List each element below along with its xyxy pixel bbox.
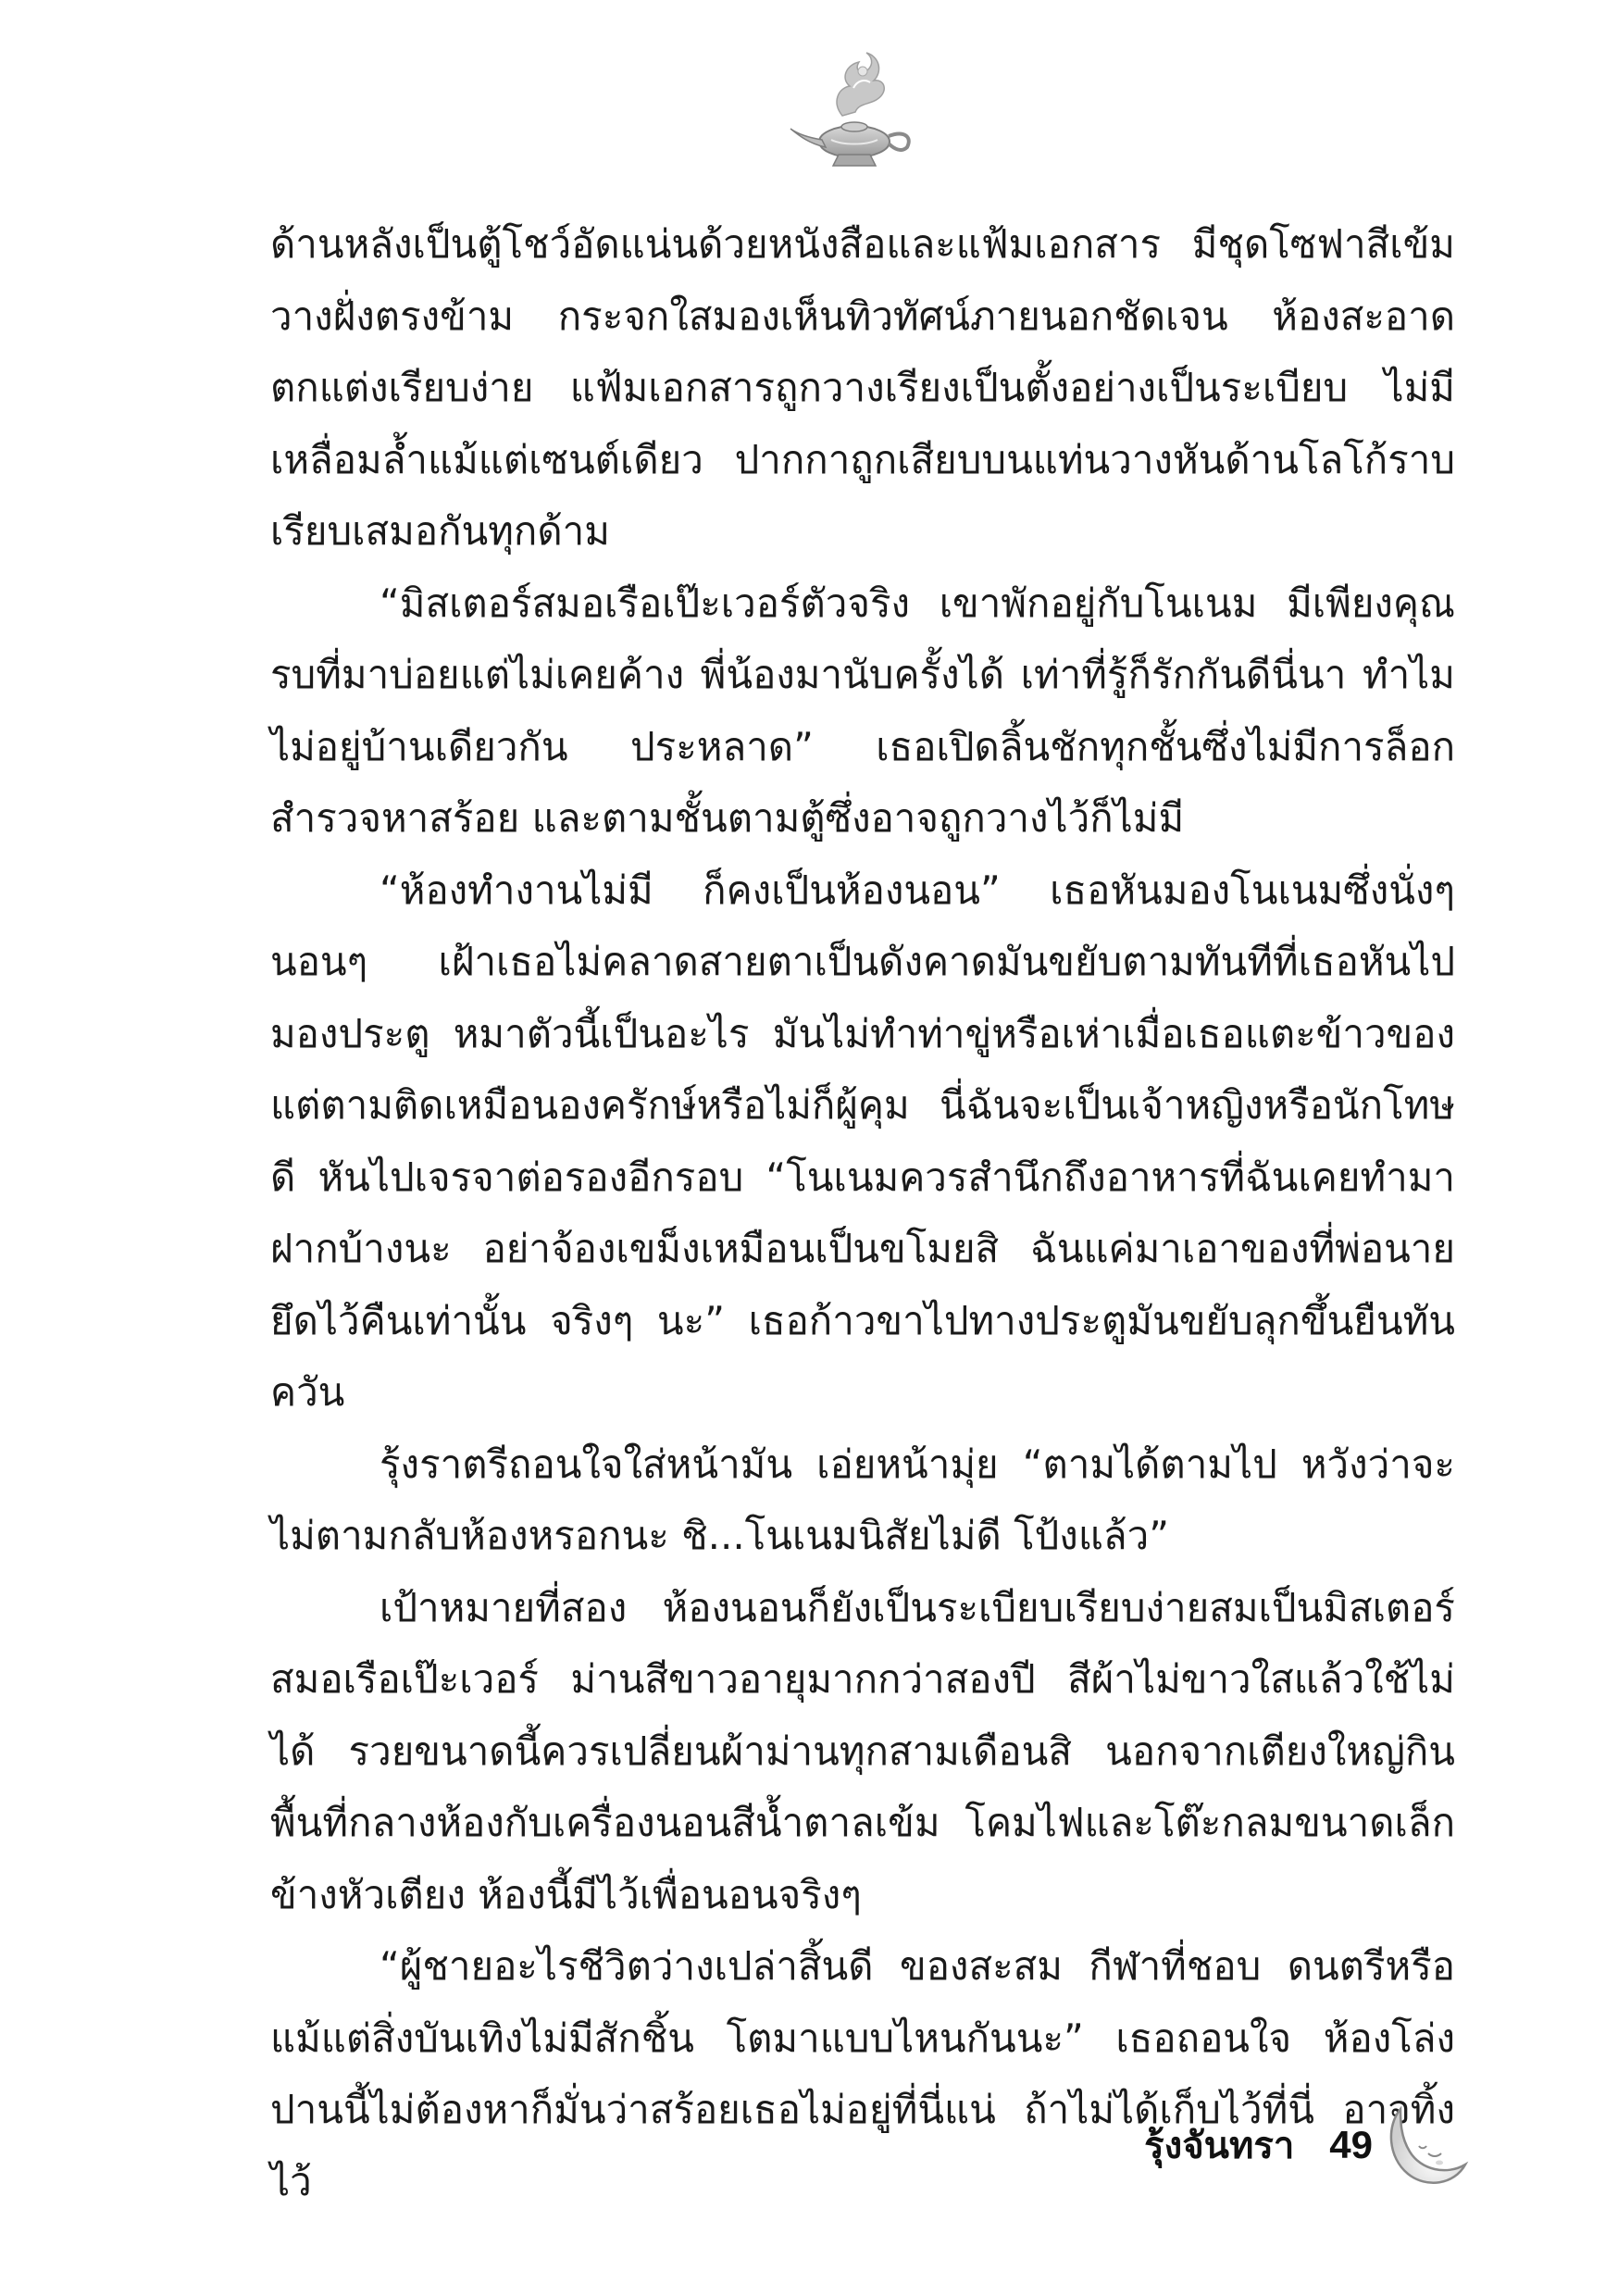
paragraph: “มิสเตอร์สมอเรือเป๊ะเวอร์ตัวจริง เขาพักอยู่กับโนเนม มีเพียงคุณรบที่มาบ่อยแต่ไม่เคยค้าง พี่น้องมานับครั้งได้ เท่าที่รู้ก็รักกันดีนี่นา ทำไมไม่อยู่บ้านเดียวกัน ประหลาด” เธอเปิดลิ้นชักทุกชั้นซึ่งไม่มีการล็อกสำรวจหาสร้อย และตามชั้นตามตู้ซึ่งอาจถูกวางไว้ก็ไม่มี xyxy=(270,580,1455,841)
paragraph: ด้านหลังเป็นตู้โชว์อัดแน่นด้วยหนังสือและแฟ้มเอกสาร มีชุดโซฟาสีเข้มวางฝั่งตรงข้าม กระจกใสมองเห็นทิวทัศน์ภายนอกชัดเจน ห้องสะอาดตกแต่งเรียบง่าย แฟ้มเอกสารถูกวางเรียงเป็นตั้งอย่างเป็นระเบียบ ไม่มีเหลื่อมล้ำแม้แต่เซนต์เดียว ปากกาถูกเสียบบนแท่นวางหันด้านโลโก้ราบเรียบเสมอกันทุกด้าม xyxy=(270,221,1455,554)
paragraph: “ห้องทำงานไม่มี ก็คงเป็นห้องนอน” เธอหันมองโนเนมซึ่งนั่งๆ นอนๆ เฝ้าเธอไม่คลาดสายตาเป็นดังคาดมันขยับตามทันทีที่เธอหันไปมองประตู หมาตัวนี้เป็นอะไร มันไม่ทำท่าขู่หรือเห่าเมื่อเธอแตะข้าวของ แต่ตามติดเหมือนองครักษ์หรือไม่ก็ผู้คุม นี่ฉันจะเป็นเจ้าหญิงหรือนักโทษดี หันไปเจรจาต่อรองอีกรอบ “โนเนมควรสำนึกถึงอาหารที่ฉันเคยทำมาฝากบ้างนะ อย่าจ้องเขม็งเหมือนเป็นขโมยสิ ฉันแค่มาเอาของที่พ่อนายยึดไว้คืนเท่านั้น จริงๆ นะ” เธอก้าวขาไปทางประตูมันขยับลุกขึ้นยืนทันควัน xyxy=(270,867,1455,1415)
paragraph: รุ้งราตรีถอนใจใส่หน้ามัน เอ่ยหน้ามุ่ย “ตามได้ตามไป หวังว่าจะไม่ตามกลับห้องหรอกนะ ชิ...โนเนมนิสัยไม่ดี โป้งแล้ว” xyxy=(270,1441,1455,1558)
page-number: 49 xyxy=(1329,2123,1373,2166)
book-title: รุ้งจันทรา xyxy=(1144,2125,1295,2167)
paragraph: “ผู้ชายอะไรชีวิตว่างเปล่าสิ้นดี ของสะสม กีฬาที่ชอบ ดนตรีหรือแม้แต่สิ่งบันเทิงไม่มีสักชิ้น โตมาแบบไหนกันนะ” เธอถอนใจ ห้องโล่งปานนี้ไม่ต้องหาก็มั่นว่าสร้อยเธอไม่อยู่ที่นี่แน่ ถ้าไม่ได้เก็บไว้ที่นี่ อาจทิ้งไว้ xyxy=(270,1943,1455,2204)
page-footer xyxy=(1144,2094,1470,2196)
crescent-moon-icon xyxy=(1382,2100,1470,2191)
paragraph: เป้าหมายที่สอง ห้องนอนก็ยังเป็นระเบียบเรียบง่ายสมเป็นมิสเตอร์สมอเรือเป๊ะเวอร์ ม่านสีขาวอายุมากกว่าสองปี สีผ้าไม่ขาวใสแล้วใช้ไม่ได้ รวยขนาดนี้ควรเปลี่ยนผ้าม่านทุกสามเดือนสิ นอกจากเตียงใหญ่กินพื้นที่กลางห้องกับเครื่องนอนสีน้ำตาลเข้ม โคมไฟและโต๊ะกลมขนาดเล็กข้างหัวเตียง ห้องนี้มีไว้เพื่อนอนจริงๆ xyxy=(270,1584,1455,1917)
genie-lamp-icon xyxy=(785,51,924,176)
